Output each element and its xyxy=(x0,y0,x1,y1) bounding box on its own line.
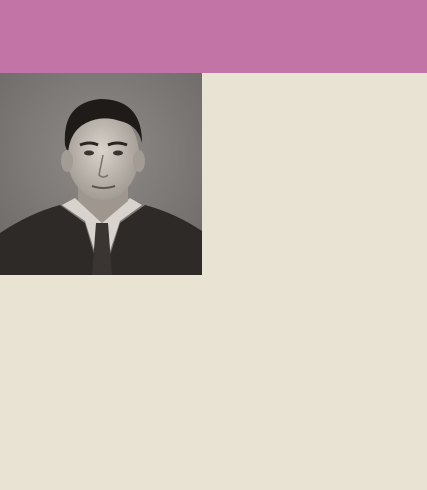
page-header xyxy=(0,0,427,73)
portrait-photo xyxy=(0,73,202,275)
portrait-image xyxy=(0,73,202,275)
